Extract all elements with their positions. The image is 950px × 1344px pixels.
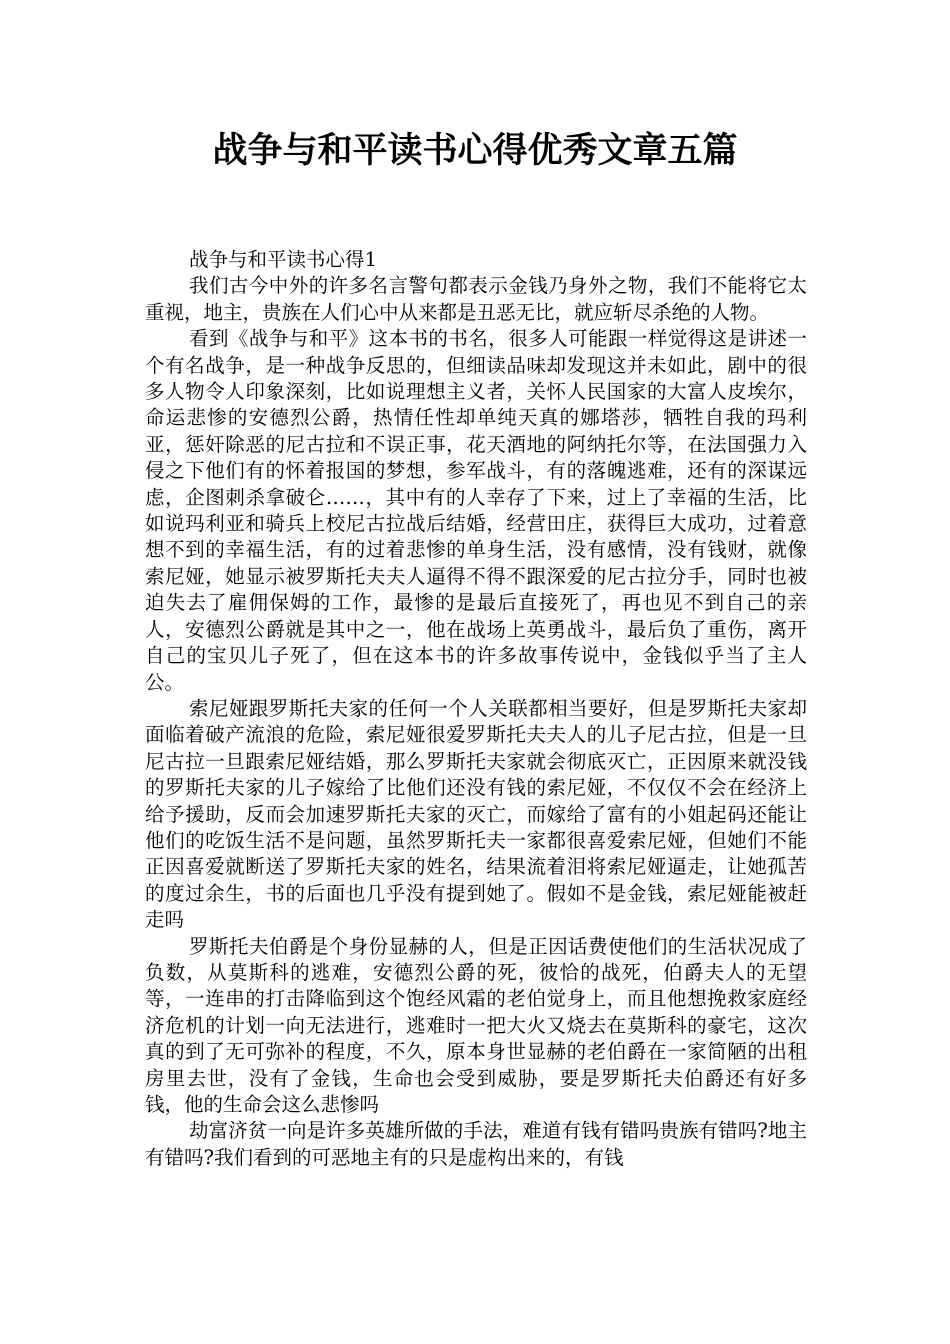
paragraph-4: 罗斯托夫伯爵是个身份显赫的人，但是正因话费使他们的生活状况成了负数，从莫斯科的逃难，安德烈公爵的死，彼恰的战死，伯爵夫人的无望等，一连串的打击降临到这个饱经风霜的老伯觉身上，而且他想挽救家庭经济危机的计划一向无法进行，逃难时一把大火又烧去在莫斯科的豪宅，这次真的到了无可弥补的程度，不久，原本身世显赫的老伯爵在一家简陋的出租房里去世，没有了金钱，生命也会受到威胁，要是罗斯托夫伯爵还有好多钱，他的生命会这么悲惨吗 <box>145 934 807 1116</box>
paragraph-2: 看到《战争与和平》这本书的书名，很多人可能跟一样觉得这是讲述一个有名战争，是一种战争反思的，但细读品味却发现这并未如此，剧中的很多人物令人印象深刻，比如说理想主义者，关怀人民国家的大富人皮埃尔，命运悲惨的安德烈公爵，热情任性却单纯天真的娜塔莎，牺牲自我的玛利亚，惩奸除恶的尼古拉和不误正事，花天酒地的阿纳托尔等，在法国强力入侵之下他们有的怀着报国的梦想，参军战斗，有的落魄逃难，还有的深谋远虑，企图刺杀拿破仑……，其中有的人幸存了下来，过上了幸福的生活，比如说玛利亚和骑兵上校尼古拉战后结婚，经营田庄，获得巨大成功，过着意想不到的幸福生活，有的过着悲惨的单身生活，没有感情，没有钱财，就像索尼娅，她显示被罗斯托夫夫人逼得不得不跟深爱的尼古拉分手，同时也被迫失去了雇佣保姆的工作，最惨的是最后直接死了，再也见不到自己的亲人，安德烈公爵就是其中之一，他在战场上英勇战斗，最后负了重伤，离开自己的宝贝儿子死了，但在这本书的许多故事传说中，金钱似乎当了主人公。 <box>145 327 807 694</box>
document-body <box>145 247 807 1171</box>
document-title: 战争与和平读书心得优秀文章五篇 <box>212 131 738 171</box>
paragraph-3: 索尼娅跟罗斯托夫家的任何一个人关联都相当要好，但是罗斯托夫家却面临着破产流浪的危险，索尼娅很爱罗斯托夫夫人的儿子尼古拉，但是一旦尼古拉一旦跟索尼娅结婚，那么罗斯托夫家就会彻底灭亡，正因原来就没钱的罗斯托夫家的儿子嫁给了比他们还没有钱的索尼娅，不仅仅不会在经济上给予援助，反而会加速罗斯托夫家的灭亡，而嫁给了富有的小姐起码还能让他们的吃饭生活不是问题，虽然罗斯托夫一家都很喜爱索尼娅，但她们不能正因喜爱就断送了罗斯托夫家的姓名，结果流着泪将索尼娅逼走，让她孤苦的度过余生，书的后面也几乎没有提到她了。假如不是金钱，索尼娅能被赶走吗 <box>145 696 807 932</box>
paragraph-5: 劫富济贫一向是许多英雄所做的手法，难道有钱有错吗贵族有错吗?地主有错吗?我们看到的可恶地主有的只是虚构出来的，有钱 <box>145 1119 807 1169</box>
section-heading: 战争与和平读书心得1 <box>189 248 377 271</box>
paragraph-1: 我们古今中外的许多名言警句都表示金钱乃身外之物，我们不能将它太重视，地主，贵族在人们心中从来都是丑恶无比，就应斩尽杀绝的人物。 <box>145 274 807 324</box>
